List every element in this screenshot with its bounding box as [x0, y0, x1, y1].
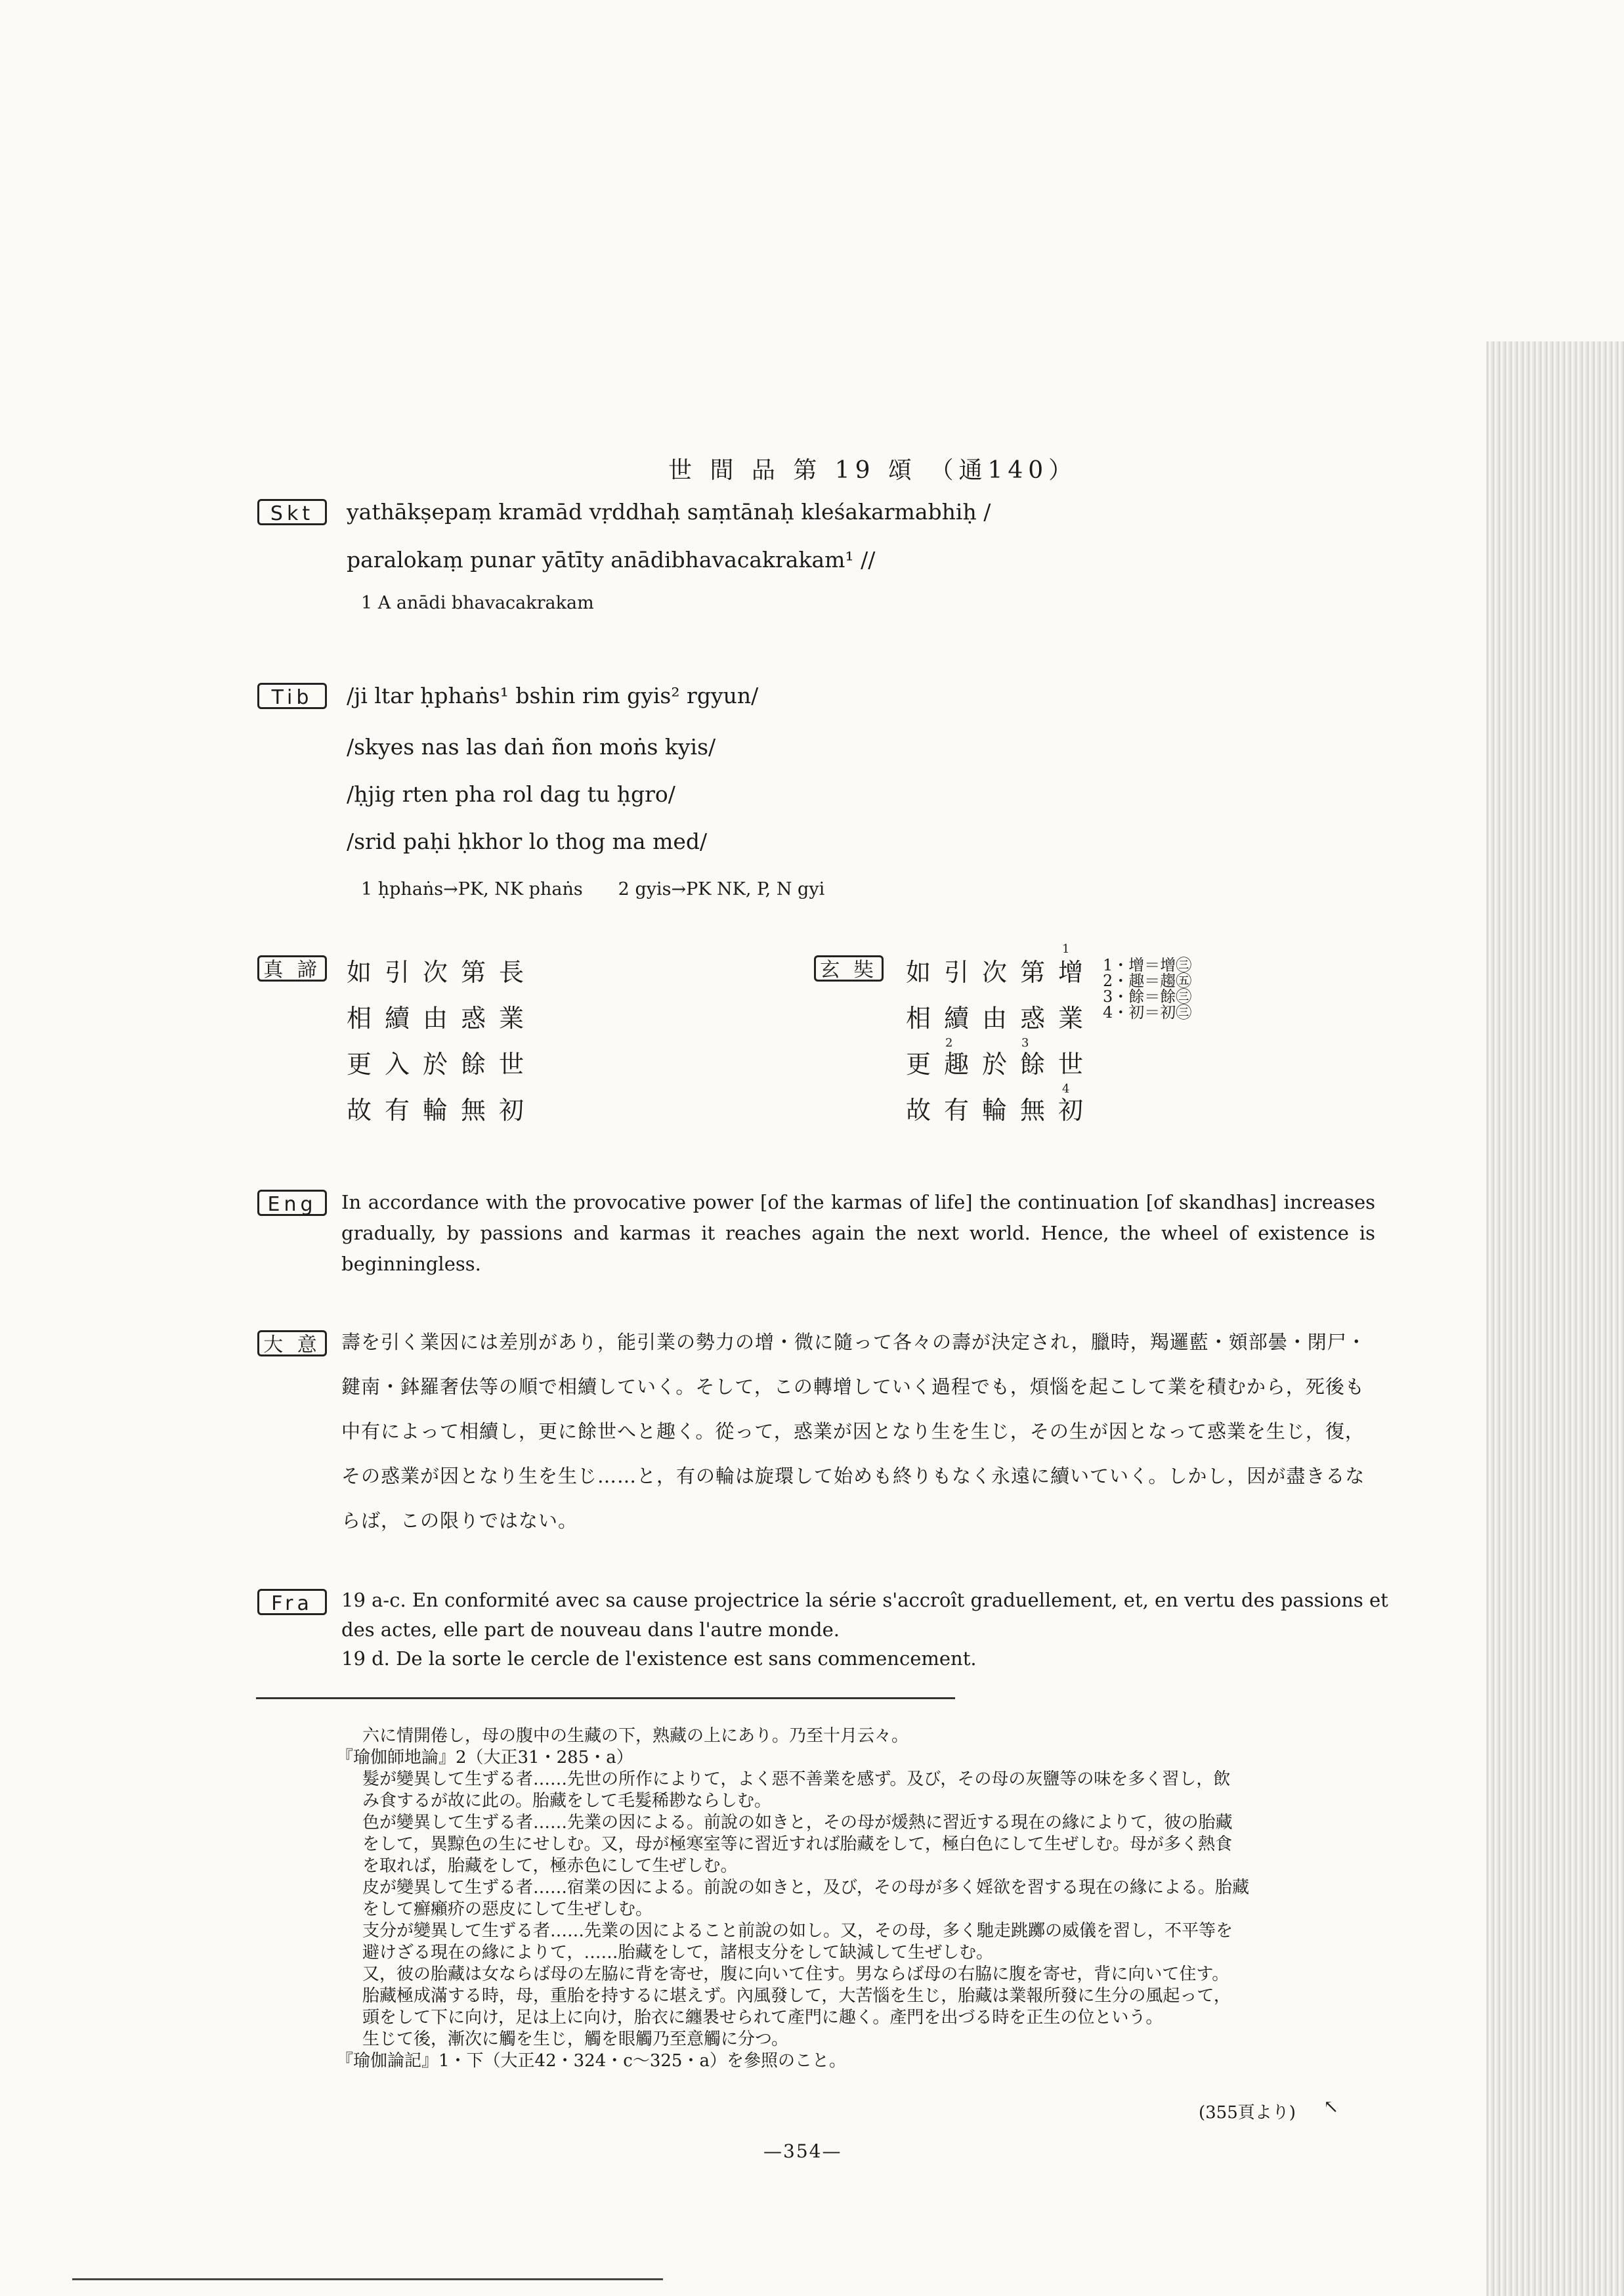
scan-edge-shadow: [1486, 341, 1624, 2296]
footnote-line: をして，異黥色の生にせしむ。又，母が極寒室等に習近すれば胎藏をして，極白色にして生ぜしむ。母が多く熱食: [362, 1834, 1232, 1854]
variant-1: 1・增＝增㊂: [1103, 956, 1192, 974]
genjo-line-2: 相續由惑業: [906, 1004, 1097, 1033]
tib-line-2: /skyes nas las daṅ ñon moṅs kyis/: [347, 734, 716, 760]
french-line-1: 19 a-c. En conformité avec sa cause projectrice la série s'accroît graduellement, et, en vertu des passions et: [341, 1589, 1388, 1611]
label-fra: Fra: [257, 1589, 327, 1615]
shintai-line-4: 故有輪無初: [347, 1096, 538, 1125]
skt-line-2: paralokaṃ punar yātīty anādibhavacakrakam¹ //: [347, 547, 876, 573]
genjo-mark-4: 4: [1062, 1082, 1070, 1096]
label-shintai: 真 諦: [257, 955, 327, 982]
footnote-line: をして癬癩疥の惡皮にして生ぜしむ。: [362, 1899, 653, 1919]
shintai-line-2: 相續由惑業: [347, 1004, 538, 1033]
footnote-line: を取れば，胎藏をして，極赤色にして生ぜしむ。: [362, 1856, 738, 1876]
label-tib: Tib: [257, 683, 327, 709]
variant-3: 3・餘＝餘㊂: [1103, 987, 1192, 1006]
french-line-2: des actes, elle part de nouveau dans l'autre monde.: [341, 1618, 840, 1641]
footnote-line: 支分が變異して生ずる者……先業の因によること前說の如し。又，その母，多く馳走跳躑の威儀を習し，不平等を: [362, 1921, 1233, 1941]
tib-line-4: /srid paḥi ḥkhor lo thog ma med/: [347, 829, 708, 854]
footnote-line: 又，彼の胎藏は女ならば母の左脇に背を寄せ，腹に向いて住す。男ならば母の右脇に腹を寄せ，背に向いて住す。: [362, 1964, 1229, 1984]
skt-note: 1 A anādi bhavacakrakam: [361, 593, 594, 613]
genjo-mark-1: 1: [1062, 942, 1070, 956]
shintai-line-1: 如引次第長: [347, 958, 538, 987]
footnote-separator: [256, 1697, 955, 1699]
french-line-3: 19 d. De la sorte le cercle de l'existence est sans commencement.: [341, 1647, 977, 1670]
shintai-line-3: 更入於餘世: [347, 1050, 538, 1079]
footnote-line: 六に情開倦し，母の腹中の生藏の下，熟藏の上にあり。乃至十月云々。: [362, 1726, 909, 1746]
variant-4: 4・初＝初㊂: [1103, 1003, 1192, 1022]
arrow-up-left-icon: ↖: [1323, 2096, 1339, 2117]
page-number: —354—: [763, 2140, 842, 2162]
page-reference: (355頁より): [1199, 2103, 1296, 2123]
footnote-line: 『瑜伽論記』1・下（大正42・324・c～325・a）を參照のこと。: [336, 2051, 846, 2071]
footnote-line: み食するが故に此の。胎藏をして毛髮稀尠ならしむ。: [362, 1791, 771, 1811]
footnote-line: 色が變異して生ずる者……先業の因による。前說の如きと，その母が煖熱に習近する現在の緣によりて，彼の胎藏: [362, 1813, 1233, 1832]
footnote-block: [336, 1725, 1380, 2072]
genjo-line-4: 故有輪無初: [906, 1096, 1097, 1125]
label-eng: Eng: [257, 1190, 327, 1216]
label-taii: 大 意: [257, 1330, 327, 1356]
footnote-line: 髮が變異して生ずる者……先世の所作によりて，よく惡不善業を感ず。及び，その母の灰鹽等の味を多く習し，飲: [362, 1769, 1231, 1789]
footnote-line: 『瑜伽師地論』2（大正31・285・a）: [336, 1748, 633, 1767]
footnote-line: 避けざる現在の緣によりて，……胎藏をして，諸根支分をして缺減して生ぜしむ。: [362, 1943, 993, 1962]
footnote-line: 頭をして下に向け，足は上に向け，胎衣に纏褁せられて產門に趣く。產門を出づる時を正生の位という。: [362, 2008, 1163, 2027]
verse-heading: 世 間 品 第 19 頌 （通140）: [668, 457, 1078, 484]
genjo-mark-2: 2: [945, 1036, 953, 1050]
footnote-line: 生じて後，漸次に觸を生じ，觸を眼觸乃至意觸に分つ。: [362, 2029, 788, 2049]
genjo-line-3: 更趣於餘世: [906, 1050, 1097, 1079]
tib-note: 1 ḥphaṅs→PK, NK phaṅs 2 gyis→PK NK, P, N gyi: [361, 879, 825, 899]
tib-line-1: /ji ltar ḥphaṅs¹ bshin rim gyis² rgyun/: [347, 683, 759, 708]
genjo-line-1: 如引次第增: [906, 958, 1097, 987]
tib-line-3: /ḥjig rten pha rol dag tu ḥgro/: [347, 781, 675, 807]
label-genjo: 玄 奘: [814, 955, 884, 982]
footnote-line: 胎藏極成滿する時，母，重胎を持するに堪えず。內風發して，大苦惱を生じ，胎藏は業報所發に生分の風起って，: [362, 1986, 1231, 2006]
skt-line-1: yathākṣepaṃ kramād vṛddhaḥ saṃtānaḥ kleśakarmabhiḥ /: [347, 499, 991, 525]
bottom-scan-rule: [72, 2278, 663, 2280]
label-skt: Skt: [257, 499, 327, 525]
footnote-line: 皮が變異して生ずる者……宿業の因による。前說の如きと，及び，その母が多く婬欲を習する現在の緣による。胎藏: [362, 1878, 1249, 1897]
english-translation: In accordance with the provocative power [of the karmas of life] the continuation [of skandhas] increases gradually, by passions and karmas it reaches again the next world. Hence, the wheel of existence is beginningless.: [341, 1191, 1375, 1275]
japanese-summary: 壽を引く業因には差別があり，能引業の勢力の增・微に隨って各々の壽が決定され，臘時，羯邏藍・頞部曇・閉尸・鍵南・鉢羅奢佉等の順で相續していく。そして，この轉增していく過程でも，煩惱を起こして業を積むから，死後も中有によって相續し，更に餘世へと趣く。從って，惑業が因となり生を生じ，その生が因となって惑業を生じ，復，その惑業が因となり生を生じ……と，有の輪は旋環して始めも終りもなく永遠に續いていく。しかし，因が盡きるならば，この限りではない。: [341, 1331, 1367, 1532]
genjo-mark-3: 3: [1021, 1036, 1029, 1050]
variant-2: 2・趣＝趨㊄: [1103, 972, 1192, 990]
